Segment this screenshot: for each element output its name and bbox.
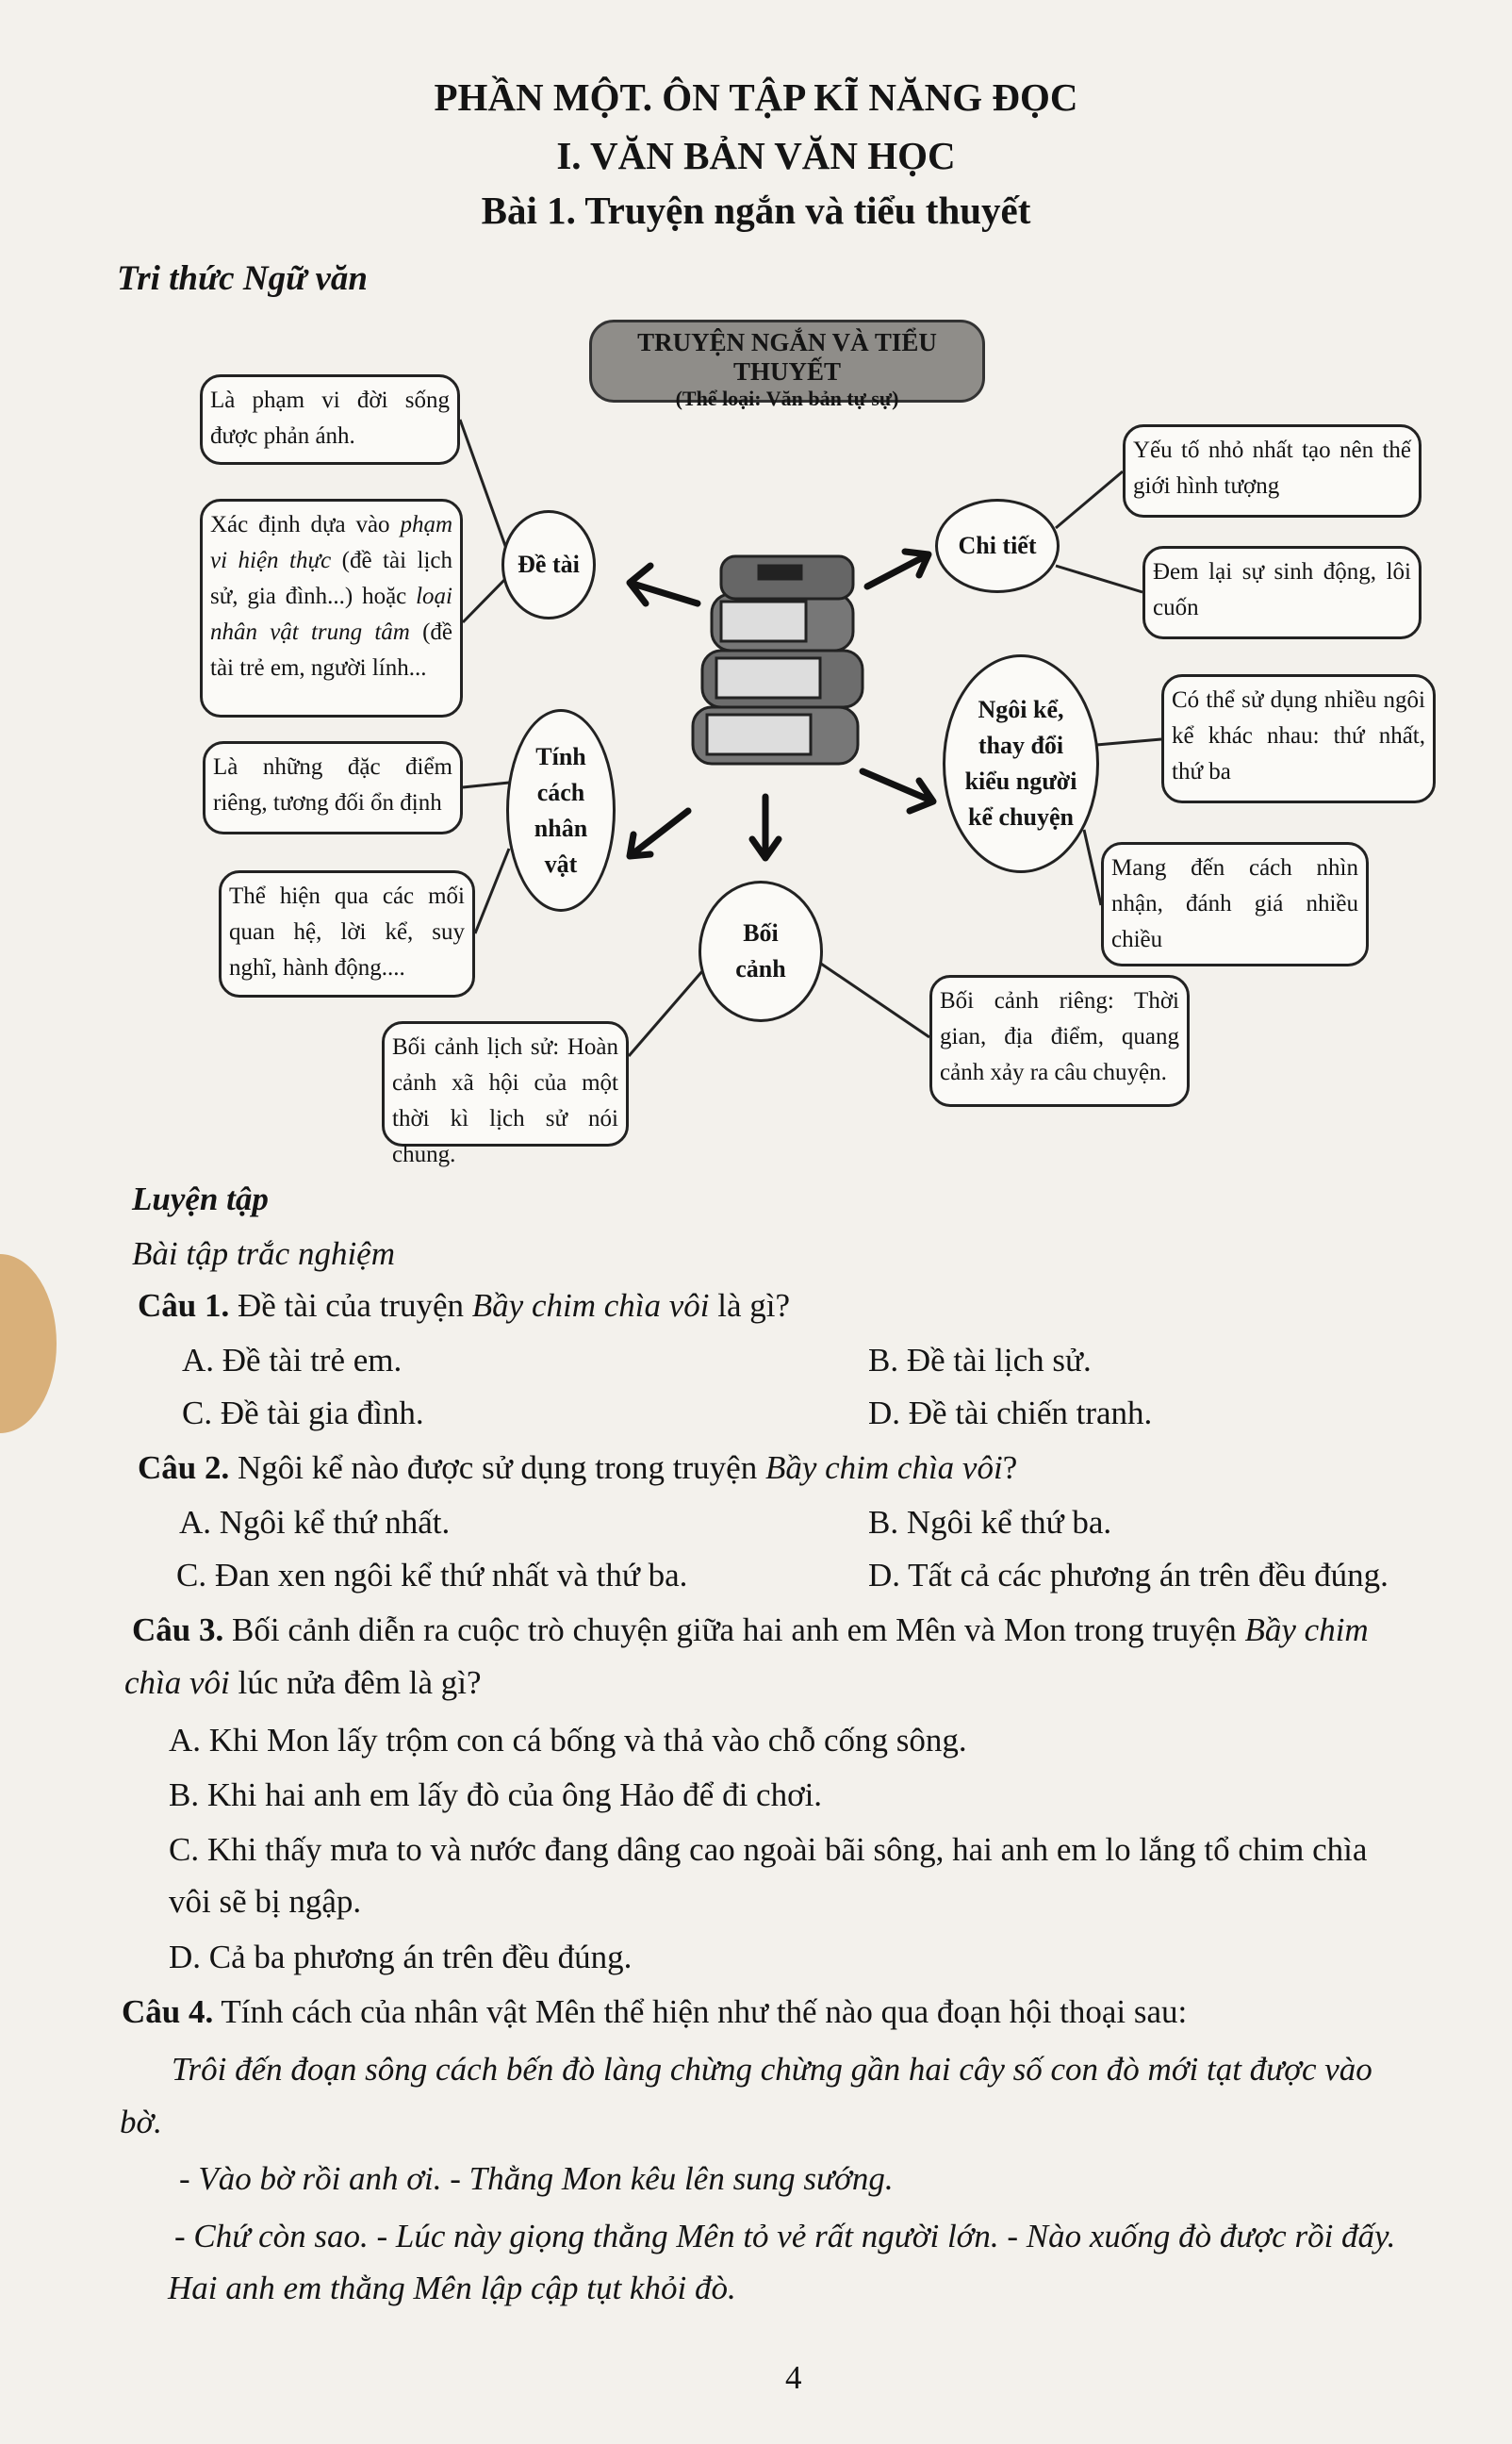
q3-option-c-cont[interactable]: vôi sẽ bị ngập. [169, 1883, 362, 1920]
node-ngoi-ke: Ngôi kể, thay đổi kiểu người kể chuyện [943, 654, 1099, 873]
question-3: Câu 3. Bối cảnh diễn ra cuộc trò chuyện giữa hai anh em Mên và Mon trong truyện Bầy chim [132, 1611, 1369, 1648]
node-tinh-cach: Tính cách nhân vật [506, 709, 616, 912]
q3-option-b[interactable]: B. Khi hai anh em lấy đò của ông Hảo để đi chơi. [169, 1776, 823, 1813]
page-number: 4 [785, 2359, 802, 2396]
q3-option-a[interactable]: A. Khi Mon lấy trộm con cá bống và thả vào chỗ cống sông. [169, 1722, 967, 1759]
lesson-title: Bài 1. Truyện ngắn và tiểu thuyết [481, 189, 1031, 232]
section-title: I. VĂN BẢN VĂN HỌC [556, 134, 956, 177]
knowledge-heading: Tri thức Ngữ văn [117, 259, 368, 298]
q2-option-a[interactable]: A. Ngôi kể thứ nhất. [179, 1504, 451, 1541]
de-tai-box-1: Là phạm vi đời sống được phản ánh. [200, 374, 460, 465]
chi-tiet-box-1: Yếu tố nhỏ nhất tạo nên thế giới hình tượng [1123, 424, 1422, 518]
node-de-tai: Đề tài [501, 510, 596, 619]
ngoi-ke-box-1: Có thể sử dụng nhiều ngôi kể khác nhau: thứ nhất, thứ ba [1161, 674, 1436, 803]
practice-subheading: Bài tập trắc nghiệm [132, 1235, 395, 1272]
q1-option-b[interactable]: B. Đề tài lịch sử. [868, 1342, 1092, 1379]
node-boi-canh: Bối cảnh [698, 881, 823, 1022]
de-tai-box-2: Xác định dựa vào phạm vi hiện thực (đề tài lịch sử, gia đình...) hoặc loại nhân vật trung tâm (đề tài trẻ em, người lính... [200, 499, 463, 718]
ngoi-ke-box-2: Mang đến cách nhìn nhận, đánh giá nhiều chiều [1101, 842, 1369, 966]
q3-option-d[interactable]: D. Cả ba phương án trên đều đúng. [169, 1939, 633, 1975]
diagram-title: TRUYỆN NGẮN VÀ TIỂU THUYẾT [637, 328, 937, 386]
q2-option-d[interactable]: D. Tất cả các phương án trên đều đúng. [868, 1557, 1389, 1594]
q1-option-d[interactable]: D. Đề tài chiến tranh. [868, 1395, 1153, 1431]
books-icon [679, 547, 877, 783]
practice-heading: Luyện tập [132, 1181, 269, 1217]
finger-thumb [0, 1254, 57, 1433]
q2-option-c[interactable]: C. Đan xen ngôi kể thứ nhất và thứ ba. [176, 1557, 688, 1594]
tinh-cach-box-1: Là những đặc điểm riêng, tương đối ổn định [203, 741, 463, 834]
q2-option-b[interactable]: B. Ngôi kể thứ ba. [868, 1504, 1112, 1541]
q3-option-c[interactable]: C. Khi thấy mưa to và nước đang dâng cao ngoài bãi sông, hai anh em lo lắng tổ chim chìa [169, 1831, 1368, 1868]
tinh-cach-box-2: Thể hiện qua các mối quan hệ, lời kể, suy nghĩ, hành động.... [219, 870, 475, 998]
q4-passage-1-cont: bờ. [120, 2104, 162, 2140]
question-1: Câu 1. Đề tài của truyện Bầy chim chìa vôi là gì? [138, 1287, 791, 1324]
boi-canh-box-2: Bối cảnh riêng: Thời gian, địa điểm, quang cảnh xảy ra câu chuyện. [929, 975, 1190, 1107]
question-3-cont: chìa vôi lúc nửa đêm là gì? [124, 1664, 482, 1701]
question-4: Câu 4. Tính cách của nhân vật Mên thể hiện như thế nào qua đoạn hội thoại sau: [122, 1993, 1188, 2030]
diagram-header [589, 320, 985, 410]
diagram-subtitle: (Thể loại: Văn bản tự sự) [675, 387, 899, 410]
q4-passage-2: - Vào bờ rồi anh ơi. - Thằng Mon kêu lên sung sướng. [179, 2160, 894, 2197]
q4-passage-3: - Chứ còn sao. - Lúc này giọng thằng Mên tỏ vẻ rất người lớn. - Nào xuống đò được rồi đấy. [174, 2218, 1396, 2254]
chi-tiet-box-2: Đem lại sự sinh động, lôi cuốn [1142, 546, 1422, 639]
boi-canh-box-1: Bối cảnh lịch sử: Hoàn cảnh xã hội của một thời kì lịch sử nói chung. [382, 1021, 629, 1147]
q1-option-a[interactable]: A. Đề tài trẻ em. [182, 1342, 403, 1379]
node-chi-tiet: Chi tiết [935, 499, 1060, 593]
q4-passage-4: Hai anh em thằng Mên lập cập tụt khỏi đò. [168, 2270, 736, 2306]
q1-option-c[interactable]: C. Đề tài gia đình. [182, 1395, 424, 1431]
part-title: PHẦN MỘT. ÔN TẬP KĨ NĂNG ĐỌC [434, 75, 1078, 119]
q4-passage-1: Trôi đến đoạn sông cách bến đò làng chừng chừng gần hai cây số con đò mới tạt được vào [172, 2051, 1372, 2088]
question-2: Câu 2. Ngôi kể nào được sử dụng trong truyện Bầy chim chìa vôi? [138, 1449, 1018, 1486]
